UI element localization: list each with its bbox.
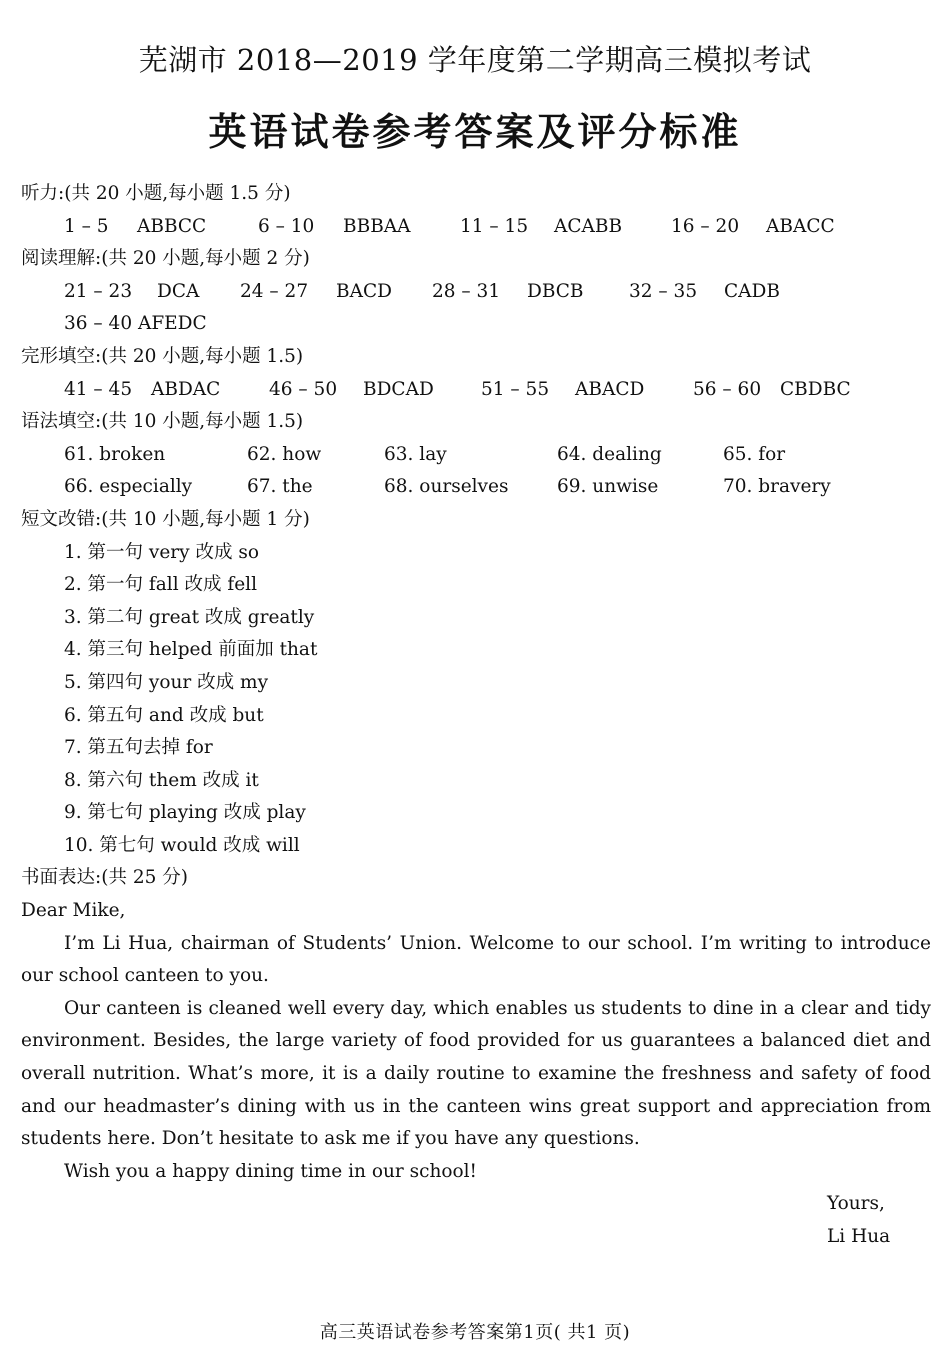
letter-signature-text: Li Hua (827, 1226, 891, 1247)
reading-heading: 阅读理解:(共 20 小题,每小题 2 分) (21, 248, 310, 270)
grammar-answer: 68. ourselves (384, 476, 509, 498)
answer-letters: DBCB (527, 280, 584, 302)
grammar-answer: 66. especially (64, 476, 193, 498)
answer-letters: CADB (724, 280, 780, 302)
correction-item: 5. 第四句 your 改成 my (64, 671, 269, 693)
answer-letters: ABACC (766, 215, 835, 237)
grammar-answer: 67. the (247, 476, 313, 498)
correction-item: 6. 第五句 and 改成 but (64, 704, 264, 726)
reading-answer-row (21, 276, 931, 309)
cloze-answer-row (21, 374, 931, 407)
grammar-answer: 62. how (247, 443, 322, 465)
cloze-heading: 完形填空:(共 20 小题,每小题 1.5) (21, 345, 304, 367)
answer-range: 56 – 60 (693, 378, 762, 400)
grammar-answer: 61. broken (64, 443, 166, 465)
correction-item: 3. 第二句 great 改成 greatly (64, 606, 315, 628)
writing-heading: 书面表达:(共 25 分) (21, 867, 188, 889)
answer-range: 11 – 15 (460, 215, 529, 237)
answer-letters: BDCAD (363, 378, 434, 400)
grammar-answer: 63. lay (384, 443, 447, 465)
exam-title: 芜湖市 2018—2019 学年度第二学期高三模拟考试 (138, 43, 812, 77)
answer-letters: DCA (157, 280, 200, 302)
grammar-answer-row (21, 471, 931, 504)
letter-signature (21, 1221, 931, 1254)
listening-heading: 听力:(共 20 小题,每小题 1.5 分) (21, 183, 291, 204)
answer-range: 51 – 55 (481, 378, 550, 400)
correction-item: 2. 第一句 fall 改成 fell (64, 574, 258, 596)
letter-closing-text: Yours, (827, 1193, 885, 1215)
answer-range: 32 – 35 (629, 280, 698, 302)
letter-paragraph: Our canteen is cleaned well every day, which enables us students to dine in a clear and tidy environment. Besides, the large variety of food provided for us guarantees a balanced diet and overall nutrition. What’s more, it is a daily routine to examine the freshness and safety of food and our headmaster’s dining with us in the canteen wins great support and appreciation from students here. Don’t hesitate to ask me if you have any questions. (21, 997, 931, 1150)
correction-item: 10. 第七句 would 改成 will (64, 834, 300, 856)
listening-answer-row (21, 211, 931, 244)
answer-range: 1 – 5 (64, 215, 109, 237)
reading-answer-extra: 36 – 40 AFEDC (64, 313, 207, 335)
answer-range: 16 – 20 (671, 215, 740, 237)
correction-item: 9. 第七句 playing 改成 play (64, 802, 306, 824)
answer-range: 6 – 10 (258, 215, 315, 237)
letter-salutation: Dear Mike, (21, 900, 126, 922)
answer-letters: BBBAA (343, 215, 411, 237)
correction-item: 1. 第一句 very 改成 so (64, 541, 260, 563)
answer-range: 21 – 23 (64, 280, 133, 302)
answer-content (21, 178, 931, 1254)
answer-letters: CBDBC (780, 378, 851, 400)
grammar-answer: 64. dealing (557, 443, 662, 465)
letter-paragraph: I’m Li Hua, chairman of Students’ Union. Welcome to our school. I’m writing to introduce our school canteen to you. (21, 932, 931, 987)
answer-range: 46 – 50 (269, 378, 338, 400)
error-correction-heading: 短文改错:(共 10 小题,每小题 1 分) (21, 508, 310, 530)
letter-paragraph: Wish you a happy dining time in our school! (64, 1160, 477, 1182)
page-footer: 高三英语试卷参考答案第1页( 共1 页) (319, 1322, 631, 1343)
correction-item: 8. 第六句 them 改成 it (64, 769, 259, 791)
document-title: 英语试卷参考答案及评分标准 (208, 110, 742, 154)
letter-closing (21, 1188, 931, 1221)
answer-range: 24 – 27 (240, 280, 309, 302)
correction-item: 4. 第三句 helped 前面加 that (64, 639, 318, 661)
grammar-answer: 70. bravery (723, 476, 831, 498)
answer-letters: ACABB (554, 215, 623, 237)
answer-letters: BACD (336, 280, 392, 302)
grammar-answer: 69. unwise (557, 476, 659, 498)
answer-letters: ABBCC (137, 215, 207, 237)
answer-letters: ABDAC (151, 378, 221, 400)
grammar-answer: 65. for (723, 443, 786, 465)
answer-range: 28 – 31 (432, 280, 501, 302)
grammar-heading: 语法填空:(共 10 小题,每小题 1.5) (21, 411, 304, 433)
grammar-answer-row (21, 439, 931, 472)
correction-item: 7. 第五句去掉 for (64, 737, 213, 759)
answer-letters: ABACD (575, 378, 645, 400)
answer-range: 41 – 45 (64, 378, 133, 400)
